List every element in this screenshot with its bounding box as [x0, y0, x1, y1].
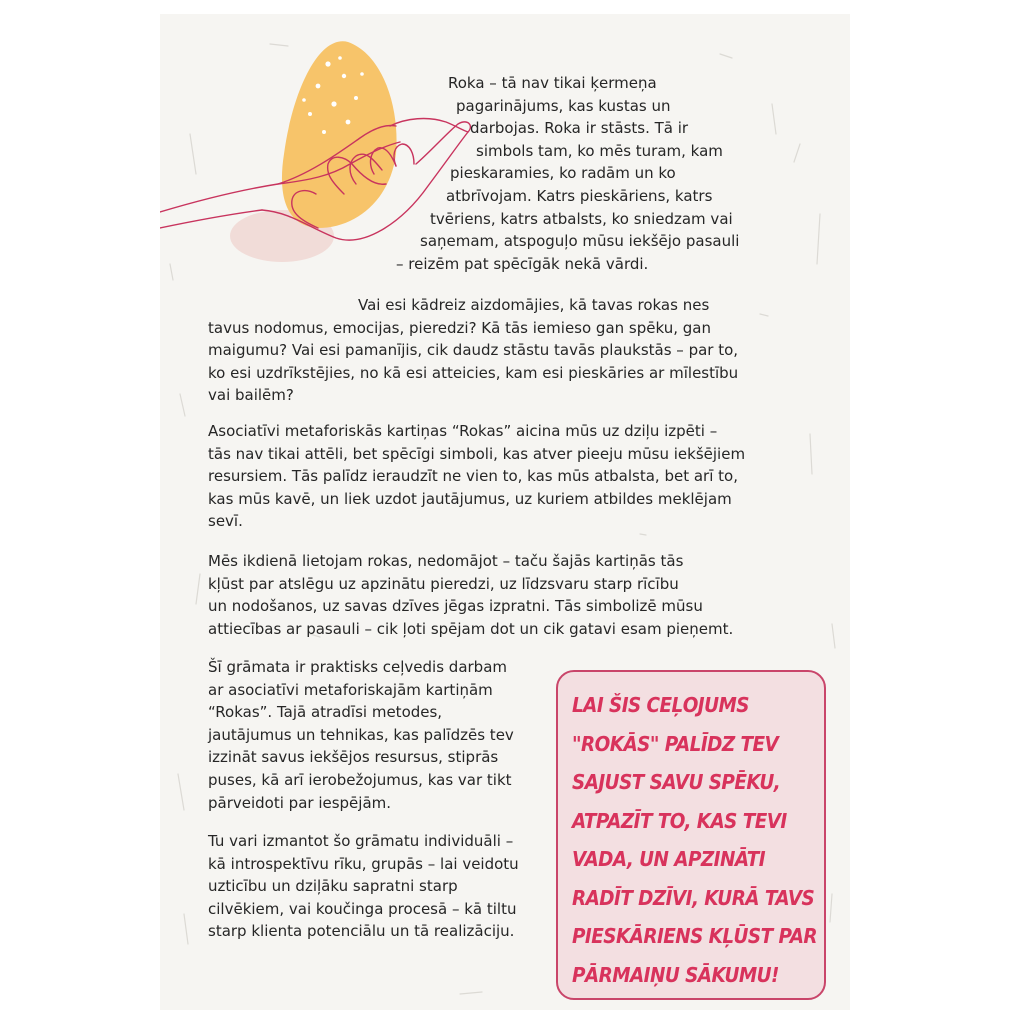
text-line: tavus nodomus, emocijas, pieredzi? Kā tās iemieso gan spēku, gan	[208, 318, 711, 337]
text-line: pieskaramies, ko radām un ko	[450, 164, 676, 183]
intro-paragraph	[396, 72, 828, 275]
text-line: ar asociatīvi metaforiskajām kartiņām	[208, 680, 493, 699]
text-line: Roka – tā nav tikai ķermeņa	[448, 74, 657, 92]
text-line: vai bailēm?	[208, 386, 294, 405]
callout-line: "ROKĀS" PALĪDZ TEV	[572, 731, 779, 756]
text-line: cilvēkiem, vai koučinga procesā – kā tiltu	[208, 899, 517, 918]
text-line: puses, kā arī ierobežojumus, kas var tikt	[208, 770, 512, 789]
text-line: Asociatīvi metaforiskās kartiņas “Rokas” aicina mūs uz dziļu izpēti –	[208, 422, 718, 440]
body-paragraph	[208, 294, 818, 407]
text-line: saņemam, atspoguļo mūsu iekšējo pasauli	[420, 232, 740, 251]
body-paragraph	[208, 420, 818, 533]
text-line: atbrīvojam. Katrs pieskāriens, katrs	[446, 186, 713, 205]
text-line: kas mūs kavē, un liek uzdot jautājumus, uz kuriem atbildes meklējam	[208, 489, 732, 508]
text-line: kā introspektīvu rīku, grupās – lai veidotu	[208, 854, 519, 873]
callout-line: PĀRMAIŅU SĀKUMU!	[572, 962, 779, 987]
callout-line: RADĪT DZĪVI, KURĀ TAVS	[572, 885, 815, 910]
text-line: – reizēm pat spēcīgāk nekā vārdi.	[396, 254, 649, 273]
body-paragraph	[208, 656, 568, 814]
text-line: kļūst par atslēgu uz apzinātu pieredzi, uz līdzsvaru starp rīcību	[208, 574, 679, 593]
body-paragraph	[208, 830, 568, 943]
callout-box	[556, 670, 826, 1000]
text-line: sevī.	[208, 512, 243, 531]
callout-line: ATPAZĪT TO, KAS TEVI	[572, 808, 787, 833]
text-line: attiecības ar pasauli – cik ļoti spējam dot un cik gatavi esam pieņemt.	[208, 619, 734, 638]
text-line: jautājumus un tehnikas, kas palīdzēs tev	[208, 725, 514, 744]
text-line: darbojas. Roka ir stāsts. Tā ir	[470, 119, 689, 138]
book-page	[160, 14, 850, 1010]
text-line: pagarinājums, kas kustas un	[456, 96, 671, 115]
text-line: Šī grāmata ir praktisks ceļvedis darbam	[208, 658, 508, 676]
callout-line: PIESKĀRIENS KĻŪST PAR	[572, 924, 818, 948]
callout-line: LAI ŠIS CEĻOJUMS	[572, 693, 749, 717]
text-line: resursiem. Tās palīdz ieraudzīt ne vien to, kas mūs atbalsta, bet arī to,	[208, 467, 738, 486]
text-line: izzināt savus iekšējos resursus, stiprās	[208, 748, 499, 767]
text-line: tās nav tikai attēli, bet spēcīgi simboli, kas atver pieeju mūsu iekšējiem	[208, 444, 746, 463]
callout-line: VADA, UN APZINĀTI	[572, 847, 766, 871]
body-paragraph	[208, 550, 818, 640]
text-line: starp klienta potenciālu un tā realizāciju.	[208, 922, 515, 941]
text-line: un nodošanos, uz savas dzīves jēgas izpratni. Tās simbolizē mūsu	[208, 597, 703, 616]
text-line: simbols tam, ko mēs turam, kam	[476, 141, 723, 160]
callout-line: SAJUST SAVU SPĒKU,	[572, 770, 781, 794]
text-line: maigumu? Vai esi pamanījis, cik daudz stāstu tavās plaukstās – par to,	[208, 341, 739, 360]
text-line: pārveidoti par iespējām.	[208, 793, 392, 812]
text-line: “Rokas”. Tajā atradīsi metodes,	[208, 703, 443, 722]
text-line: uzticību un dziļāku sapratni starp	[208, 877, 458, 896]
text-line: Vai esi kādreiz aizdomājies, kā tavas rokas nes	[358, 296, 710, 314]
text-line: Mēs ikdienā lietojam rokas, nedomājot – taču šajās kartiņās tās	[208, 552, 684, 570]
text-line: Tu vari izmantot šo grāmatu individuāli –	[208, 832, 514, 850]
text-line: tvēriens, katrs atbalsts, ko sniedzam vai	[430, 209, 733, 228]
text-line: ko esi uzdrīkstējies, no kā esi atteicies, kam esi pieskāries ar mīlestību	[208, 363, 739, 382]
